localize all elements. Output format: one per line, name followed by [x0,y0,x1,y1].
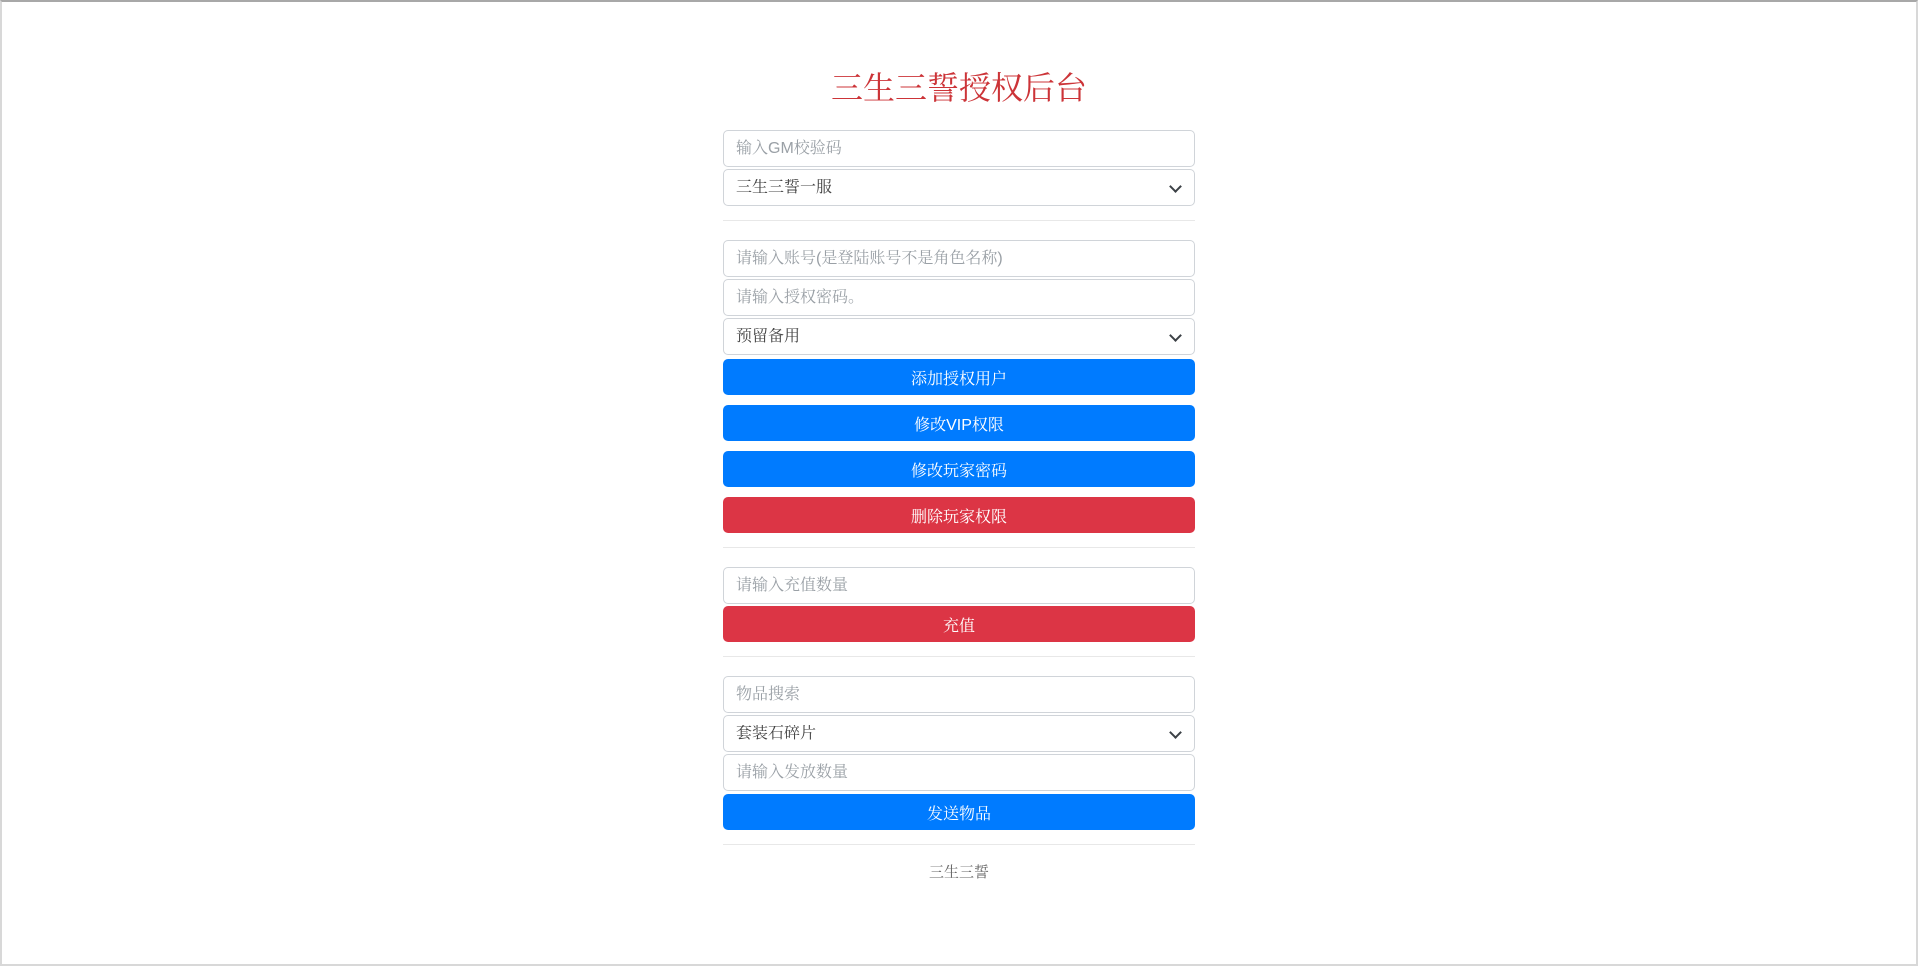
section-divider [723,656,1195,657]
page-title: 三生三誓授权后台 [830,70,1087,106]
add-user-button[interactable]: 添加授权用户 [723,359,1195,395]
password-input[interactable] [723,279,1195,316]
section-divider [723,220,1195,221]
footer-text: 三生三誓 [928,864,989,882]
modify-vip-button[interactable]: 修改VIP权限 [723,405,1195,441]
item-search-input[interactable] [723,676,1195,713]
main-form [723,0,1195,882]
section-divider [723,547,1195,548]
delete-player-permission-button[interactable]: 删除玩家权限 [723,497,1195,533]
item-select[interactable] [723,715,1195,752]
send-quantity-input[interactable] [723,754,1195,791]
recharge-amount-input[interactable] [723,567,1195,604]
server-select[interactable] [723,169,1195,206]
gm-code-input[interactable] [723,130,1195,167]
account-input[interactable] [723,240,1195,277]
send-item-button[interactable]: 发送物品 [723,794,1195,830]
server-select-wrap [723,169,1195,206]
modify-player-password-button[interactable]: 修改玩家密码 [723,451,1195,487]
reserve-select-wrap [723,318,1195,355]
item-select-wrap [723,715,1195,752]
recharge-button[interactable]: 充值 [723,606,1195,642]
section-divider [723,844,1195,845]
reserve-select[interactable] [723,318,1195,355]
